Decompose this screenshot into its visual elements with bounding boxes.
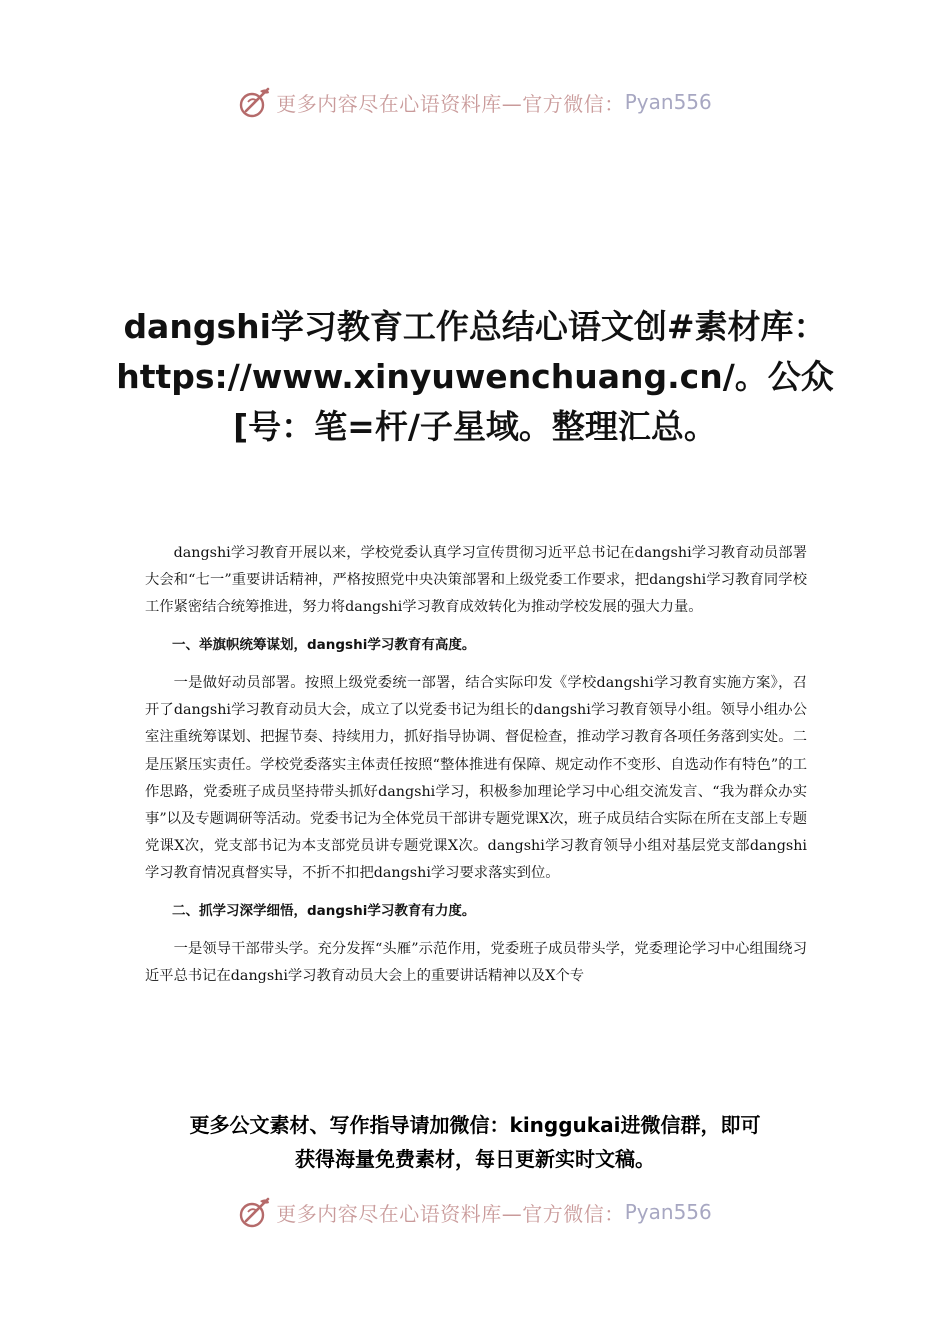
promo-line-2: 获得海量免费素材，每日更新实时文稿。 [295, 1147, 655, 1171]
promo-line-1: 更多公文素材、写作指导请加微信：kinggukai进微信群，即可 [189, 1113, 761, 1137]
section-2-heading: 二、抓学习深学细悟，dangshi学习教育有力度。 [172, 903, 476, 920]
section-1-heading: 一、举旗帜统筹谋划，dangshi学习教育有高度。 [172, 637, 476, 654]
footer-watermark [0, 1192, 950, 1232]
section-2-paragraph: 一是领导干部带头学。充分发挥“头雁”示范作用，党委班子成员带头学，党委理论学习中心组围绕习近平总书记在dangshi学习教育动员大会上的重要讲话精神以及X个专 [145, 941, 807, 985]
document-title: dangshi学习教育工作总结心语文创#素材库：https://www.xinyuwenchuang.cn/。公众[号：笔=杆/子星域。整理汇总。 [116, 307, 834, 446]
quill-logo-icon [238, 85, 272, 119]
watermark-text: 更多内容尽在心语资料库—官方微信： [276, 91, 625, 116]
watermark-text: 更多内容尽在心语资料库—官方微信： [276, 1201, 625, 1226]
promo-banner [120, 1108, 830, 1176]
quill-logo-icon [238, 1195, 272, 1229]
section-1-paragraph: 一是做好动员部署。按照上级党委统一部署，结合实际印发《学校dangshi学习教育实施方案》，召开了dangshi学习教育动员大会，成立了以党委书记为组长的dangshi学习教育领导小组。领导小组办公室注重统筹谋划、把握节奏、持续用力，抓好指导协调、督促检查，推动学习教育各项任务落到实处。二是压紧压实责任。学校党委落实主体责任按照“整体推进有保障、规定动作不变形、自选动作有特色”的工作思路，党委班子成员坚持带头抓好dangshi学习，积极参加理论学习中心组交流发言、“我为群众办实事”以及专题调研等活动。党委书记为全体党员干部讲专题党课X次，班子成员结合实际在所在支部上专题党课X次，党支部书记为本支部党员讲专题党课X次。dangshi学习教育领导小组对基层党支部dangshi学习教育情况真督实导，不折不扣把dangshi学习要求落实到位。 [145, 675, 807, 881]
watermark-wechat-id: Pyan556 [624, 90, 712, 114]
watermark-wechat-id: Pyan556 [624, 1200, 712, 1224]
document-body [145, 540, 807, 990]
intro-paragraph: dangshi学习教育开展以来，学校党委认真学习宣传贯彻习近平总书记在dangshi学习教育动员部署大会和“七一”重要讲话精神，严格按照党中央决策部署和上级党委工作要求，把dangshi学习教育同学校工作紧密结合统筹推进，努力将dangshi学习教育成效转化为推动学校发展的强大力量。 [145, 545, 807, 616]
header-watermark [0, 82, 950, 122]
